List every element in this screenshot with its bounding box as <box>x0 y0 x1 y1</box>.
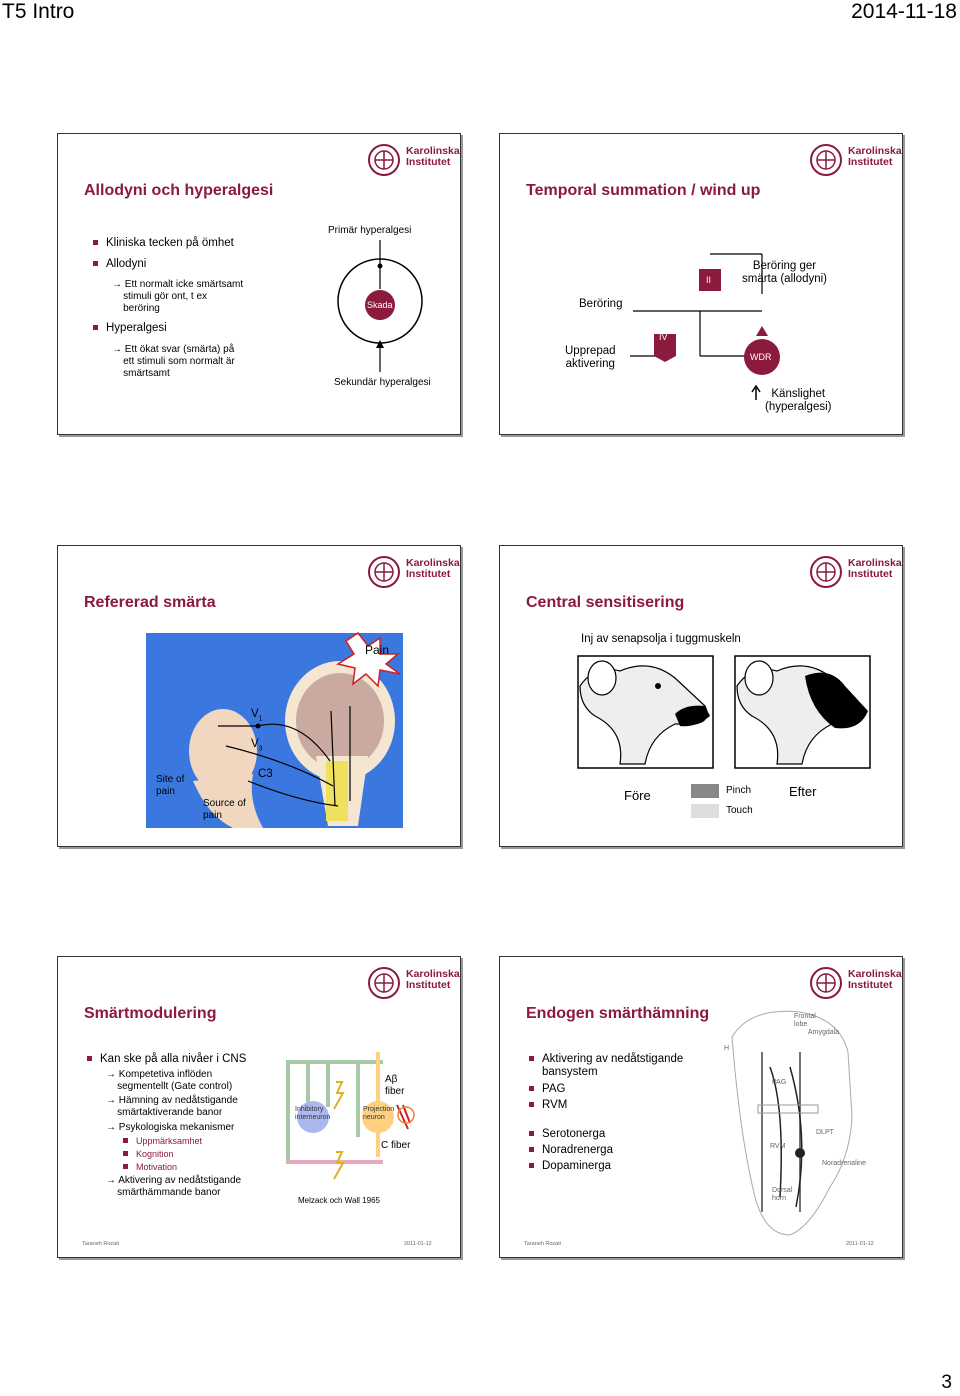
arrow-item: → Psykologiska mekanismer <box>106 1122 235 1133</box>
bullet: Aktivering av nedåtstigande bansystem <box>542 1053 684 1078</box>
arrow-item: → Kompetetiva inflöden segmentellt (Gate control) <box>106 1069 233 1092</box>
windup-diagram <box>500 134 902 434</box>
referred-pain-illustration <box>58 546 460 846</box>
pinch-legend: Pinch <box>726 785 752 796</box>
karolinska-logo: Karolinska Institutet <box>808 965 892 1001</box>
source-of-pain-label: Source of pain <box>203 798 246 821</box>
h-label: H <box>724 1045 730 1052</box>
bullet: Allodyni <box>106 258 147 270</box>
dlpt-label: DLPT <box>816 1129 834 1136</box>
arrow-item: → Ett normalt icke smärtsamt stimuli gör ont, t ex beröring <box>112 279 244 314</box>
footer-date: 2011-01-12 <box>846 1241 874 1247</box>
sekundar-label: Sekundär hyperalgesi <box>334 377 431 388</box>
slide-title: Temporal summation / wind up <box>526 182 761 199</box>
header-date: 2014-11-18 <box>851 0 957 23</box>
gate-control-diagram <box>58 957 460 1257</box>
slide-title: Refererad smärta <box>84 594 216 611</box>
touch-legend: Touch <box>726 805 753 816</box>
karolinska-logo: Karolinska Institutet <box>808 554 892 590</box>
page-number: 3 <box>941 1372 952 1393</box>
v3-label: $V_3$ <box>251 738 263 753</box>
slide-central-sensitisering <box>499 545 903 847</box>
abeta-label: Aβ fiber <box>385 1074 405 1097</box>
upprepad-label: Upprepad aktivering <box>565 345 616 370</box>
wdr-label: WDR <box>750 352 772 362</box>
kanslighet-label: Känslighet (hyperalgesi) <box>765 388 832 413</box>
ii-label: II <box>706 275 712 285</box>
primar-label: Primär hyperalgesi <box>328 225 412 236</box>
karolinska-logo: Karolinska Institutet <box>366 142 450 178</box>
descending-pathway-diagram <box>500 957 902 1257</box>
c3-label: C3 <box>258 768 273 780</box>
noradrenaline-label: Noradrenaline <box>822 1160 866 1167</box>
cfiber-label: C fiber <box>381 1140 411 1151</box>
arrow-item: → Hämning av nedåtstigande smärtaktiverande banor <box>106 1095 238 1118</box>
bullet: Hyperalgesi <box>106 322 167 334</box>
inhibitory-label: Inhibitory interneuron <box>295 1106 331 1121</box>
pain-label: Pain <box>365 643 390 657</box>
hyperalgesi-diagram <box>58 134 460 434</box>
bullet: Dopaminerga <box>542 1160 612 1172</box>
iv-label: IV <box>659 332 668 342</box>
amygdala-label: Amygdala <box>808 1029 840 1036</box>
dorsal-horn-label: Dorsal horn <box>772 1187 793 1202</box>
karolinska-logo: Karolinska Institutet <box>808 142 892 178</box>
bullet: Kan ske på alla nivåer i CNS <box>100 1053 247 1065</box>
beroring-label: Beröring <box>579 298 623 310</box>
bullet: Noradrenerga <box>542 1144 613 1156</box>
arrow-item: → Ett ökat svar (smärta) på ett stimuli som normalt är smärtsamt <box>112 344 235 379</box>
v1-label: $V_1$ <box>251 708 263 723</box>
slide-refererad-smarta <box>57 545 461 847</box>
footer-author: Taraneh Rozati <box>82 1241 119 1247</box>
slide-title: Allodyni och hyperalgesi <box>84 182 274 199</box>
karolinska-logo: Karolinska Institutet <box>366 965 450 1001</box>
rvm-label: RVM <box>770 1143 786 1150</box>
footer-author: Taraneh Rozati <box>524 1241 561 1247</box>
karolinska-logo: Karolinska Institutet <box>366 554 450 590</box>
site-of-pain-label: Site of pain <box>156 774 185 797</box>
bullet: PAG <box>542 1083 566 1095</box>
footer-date: 2011-01-12 <box>404 1241 432 1247</box>
sub-bullet: Uppmärksamhet <box>136 1136 203 1146</box>
slide-subtitle: Inj av senapsolja i tuggmuskeln <box>581 633 741 645</box>
rat-heads-illustration <box>500 546 902 846</box>
bullet: RVM <box>542 1099 568 1111</box>
skada-label: Skada <box>367 300 393 310</box>
fore-label: Före <box>624 788 651 803</box>
efter-label: Efter <box>789 784 817 799</box>
pag-label: PAG <box>772 1079 787 1086</box>
allodyni-label: Beröring ger smärta (allodyni) <box>742 260 827 285</box>
slide-endogen-smarthamning <box>499 956 903 1258</box>
header-title: T5 Intro <box>2 0 75 23</box>
bullet: Kliniska tecken på ömhet <box>106 237 234 249</box>
slide-allodyni <box>57 133 461 435</box>
frontal-label: Frontal lobe <box>794 1013 816 1028</box>
bullet: Serotonerga <box>542 1128 606 1140</box>
sub-bullet: Kognition <box>136 1149 174 1159</box>
projection-label: Projection neuron <box>363 1106 395 1121</box>
sub-bullet: Motivation <box>136 1162 178 1172</box>
slide-title: Central sensitisering <box>526 594 685 611</box>
slide-smartmodulering <box>57 956 461 1258</box>
arrow-item: → Aktivering av nedåtstigande smärthämmande banor <box>106 1175 242 1198</box>
slide-title: Smärtmodulering <box>84 1005 217 1022</box>
slide-temporal-summation <box>499 133 903 435</box>
slide-title: Endogen smärthämning <box>526 1005 710 1022</box>
citation: Melzack och Wall 1965 <box>298 1196 380 1205</box>
